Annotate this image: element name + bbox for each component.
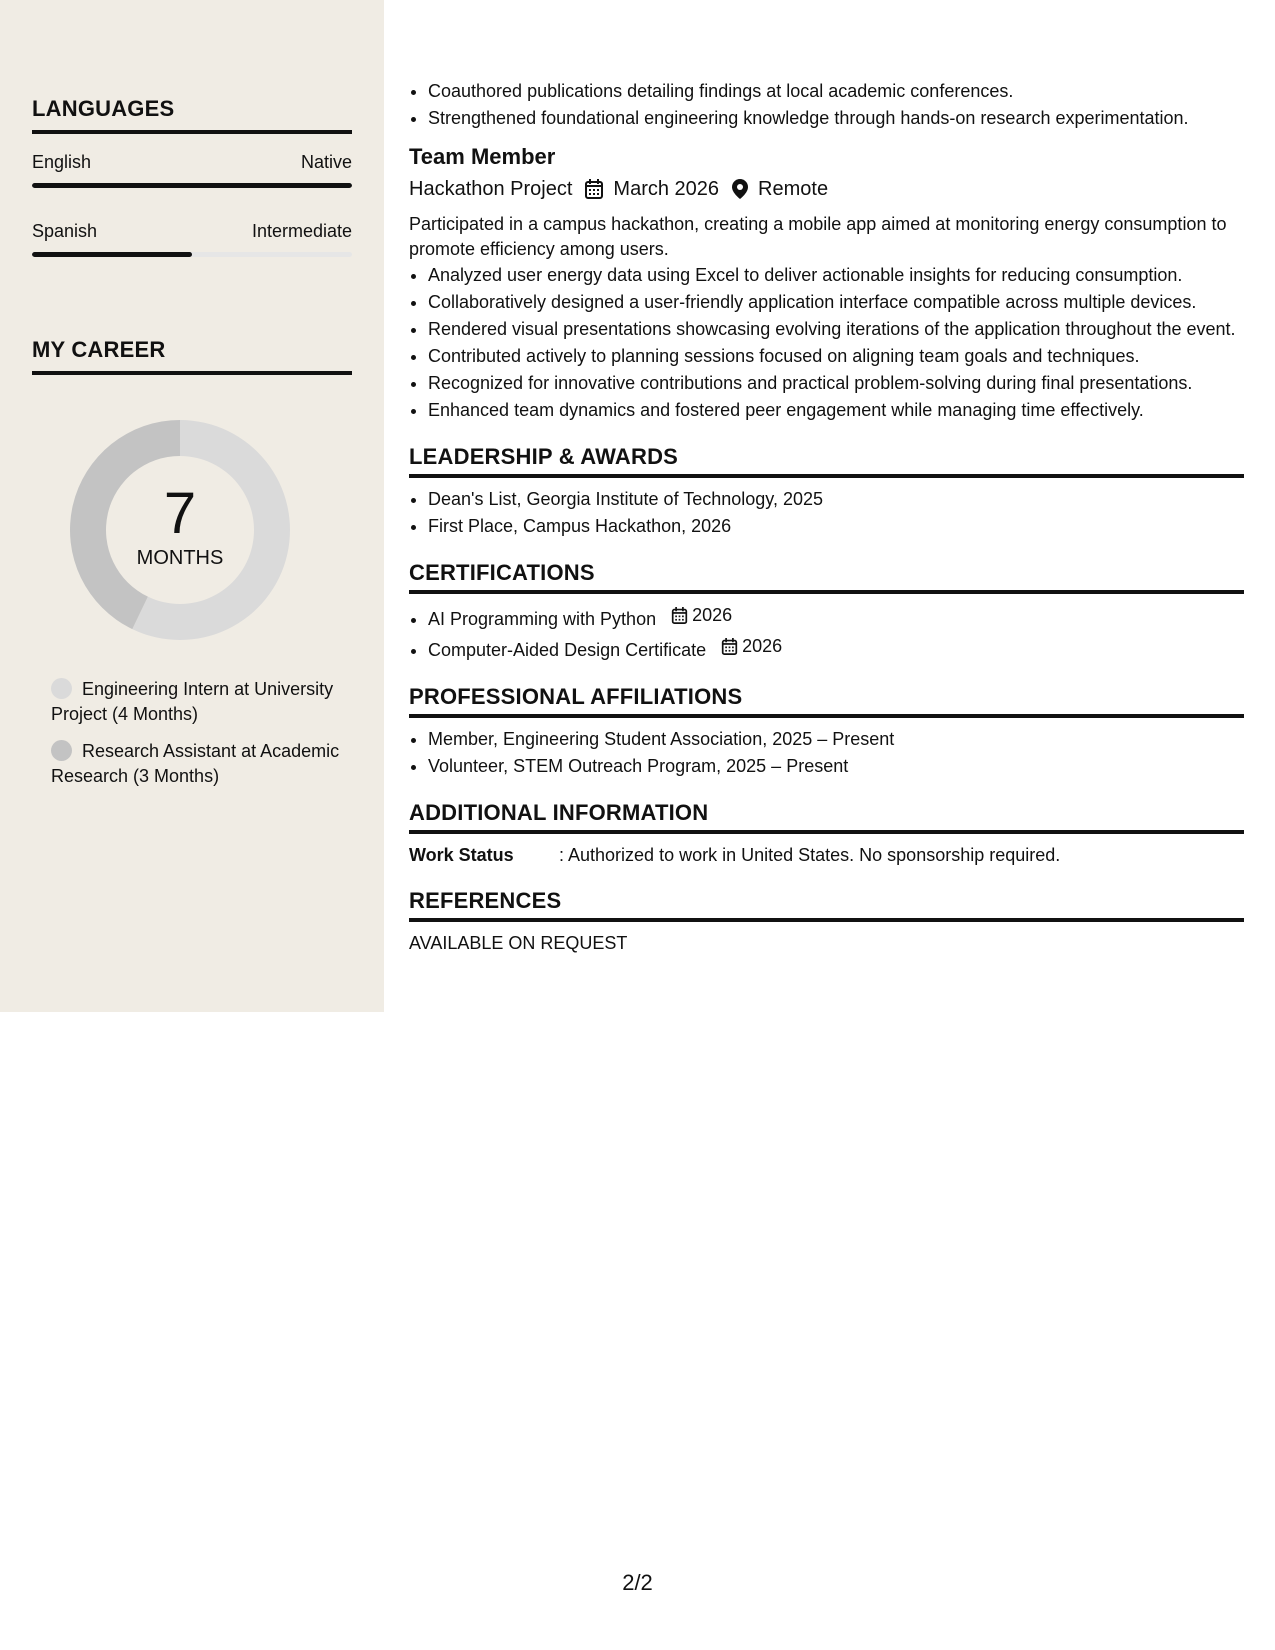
language-bar-fill xyxy=(32,183,352,188)
certification-item xyxy=(428,602,1244,633)
certification-name: AI Programming with Python xyxy=(428,609,657,629)
legend-dot xyxy=(51,740,72,761)
leadership-list xyxy=(409,486,1244,540)
previous-job-bullets xyxy=(409,78,1244,132)
bullet-item: • Collaboratively designed a user-friendly application interface compatible across multiple devices. xyxy=(428,289,1244,316)
job-org: Hackathon Project xyxy=(409,178,573,200)
page-number: 2/2 xyxy=(622,1570,653,1595)
calendar-icon xyxy=(671,606,688,625)
legend-label: Research Assistant at Academic Research (3 Months) xyxy=(51,741,340,786)
work-status-row xyxy=(409,842,1244,868)
career-total-months: 7 xyxy=(163,480,197,546)
job-date: March 2026 xyxy=(613,178,720,200)
certifications-heading: CERTIFICATIONS xyxy=(409,558,1244,594)
language-bar-english xyxy=(32,183,352,188)
sidebar xyxy=(0,0,384,1012)
references-heading: REFERENCES xyxy=(409,886,1244,922)
legend-dot xyxy=(51,678,72,699)
job-summary: Participated in a campus hackathon, creating a mobile app aimed at monitoring energy consumption to promote efficiency among users. xyxy=(409,214,1227,259)
job-meta xyxy=(409,172,1244,206)
donut-center xyxy=(64,414,296,646)
work-status-value: : Authorized to work in United States. No sponsorship required. xyxy=(559,845,1061,865)
bullet-item: • Recognized for innovative contributions and practical problem-solving during final presentations. xyxy=(428,370,1244,397)
bullet-item: • Analyzed user energy data using Excel to deliver actionable insights for reducing consumption. xyxy=(428,262,1244,289)
leadership-heading: LEADERSHIP & AWARDS xyxy=(409,442,1244,478)
certifications-list xyxy=(409,602,1244,664)
bullet-item: • Strengthened foundational engineering knowledge through hands-on research experimentation. xyxy=(428,105,1244,132)
language-name: Spanish xyxy=(32,221,98,241)
languages-heading: LANGUAGES xyxy=(32,96,352,134)
work-status-key: Work Status xyxy=(409,845,514,865)
career-legend-item xyxy=(51,677,351,727)
bullet-item: • Volunteer, STEM Outreach Program, 2025 – Present xyxy=(428,753,1244,780)
certification-item xyxy=(428,633,1244,664)
affiliations-heading: PROFESSIONAL AFFILIATIONS xyxy=(409,682,1244,718)
bullet-item: • Dean's List, Georgia Institute of Technology, 2025 xyxy=(428,486,1244,513)
certification-name: Computer-Aided Design Certificate xyxy=(428,640,707,660)
certification-year: 2026 xyxy=(692,605,733,625)
language-bar-spanish xyxy=(32,252,352,257)
calendar-icon xyxy=(721,637,738,656)
references-text: AVAILABLE ON REQUEST xyxy=(409,933,628,953)
language-row-spanish xyxy=(32,221,352,242)
bullet-item: • Coauthored publications detailing findings at local academic conferences. xyxy=(428,78,1244,105)
language-bar-fill xyxy=(32,252,192,257)
bullet-item: • First Place, Campus Hackathon, 2026 xyxy=(428,513,1244,540)
language-row-english xyxy=(32,152,352,173)
map-pin-icon xyxy=(731,178,749,200)
main-content xyxy=(409,0,1244,956)
language-level: Native xyxy=(300,152,352,172)
certification-year: 2026 xyxy=(742,636,783,656)
bullet-item: • Member, Engineering Student Association, 2025 – Present xyxy=(428,726,1244,753)
job-bullets xyxy=(409,262,1244,424)
affiliations-list xyxy=(409,726,1244,780)
job-title: Team Member xyxy=(409,144,556,169)
language-level: Intermediate xyxy=(251,221,352,241)
language-name: English xyxy=(32,152,92,172)
calendar-icon xyxy=(584,178,604,200)
job-location: Remote xyxy=(758,178,829,200)
career-donut-chart xyxy=(64,414,296,646)
career-legend-item xyxy=(51,739,351,789)
bullet-item: • Rendered visual presentations showcasing evolving iterations of the application throughout the event. xyxy=(428,316,1244,343)
legend-label: Engineering Intern at University Project (4 Months) xyxy=(51,679,334,724)
additional-info-heading: ADDITIONAL INFORMATION xyxy=(409,798,1244,834)
bullet-item: • Contributed actively to planning sessions focused on aligning team goals and techniques. xyxy=(428,343,1244,370)
career-heading: MY CAREER xyxy=(32,337,352,375)
career-unit-label: MONTHS xyxy=(136,546,224,569)
bullet-item: • Enhanced team dynamics and fostered peer engagement while managing time effectively. xyxy=(428,397,1244,424)
